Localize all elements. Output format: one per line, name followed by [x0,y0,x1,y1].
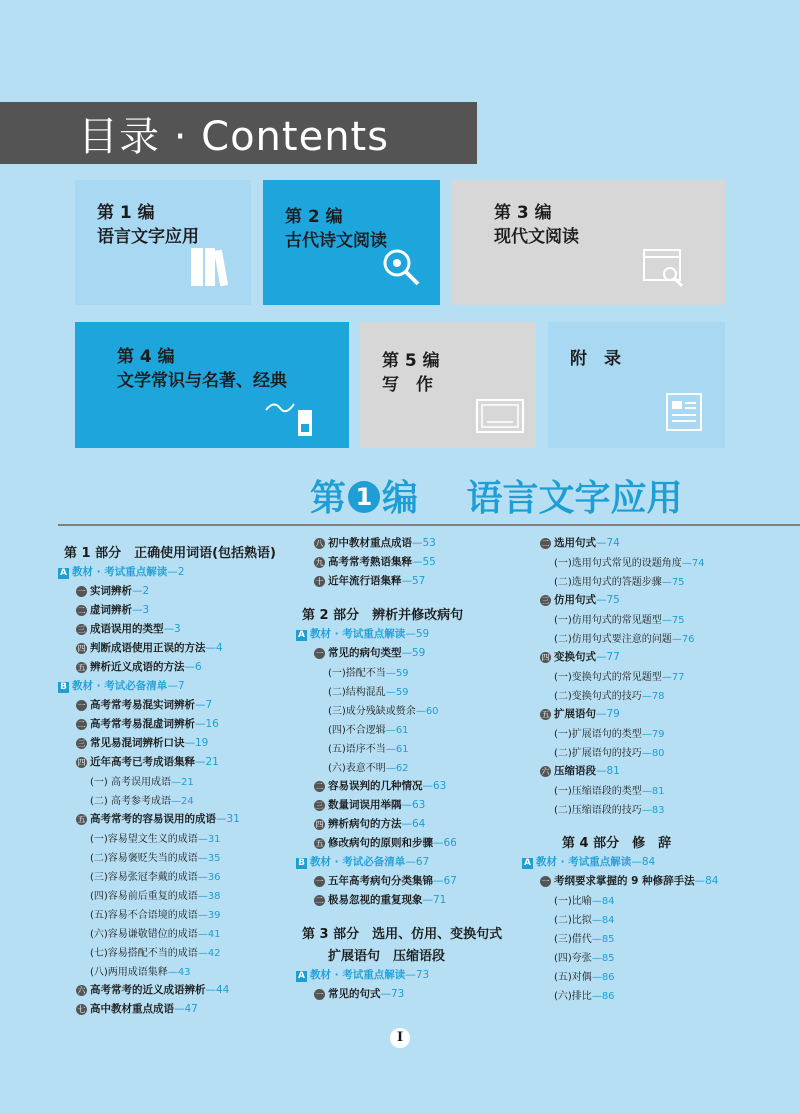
toc-subentry[interactable] [554,554,705,569]
page-ref: —75 [661,615,685,626]
section-tag: B [296,858,307,869]
toc-entry[interactable] [76,659,202,674]
page-ref: —63 [422,780,447,792]
number-bullet: 五 [77,815,86,824]
number-bullet: 五 [541,710,550,719]
page-ref: —67 [433,875,457,887]
page-ref: —66 [433,837,457,849]
toc-subentry[interactable] [328,683,409,698]
page-ref: —76 [671,634,695,645]
toc-subentry[interactable] [90,944,221,959]
browser-search-icon [642,248,688,290]
toc-subentry[interactable] [90,773,194,788]
number-bullet: 三 [77,739,86,748]
entry-label: (五)对偶 [554,972,592,983]
page-ref: —83 [641,805,665,816]
number-bullet: 四 [541,653,550,662]
page-ref: —62 [385,763,409,774]
picture-frame-icon [475,398,525,434]
entry-label: 教材 · 考试必备清单 [72,680,168,692]
page-ref: —41 [197,929,221,940]
entry-label: 教材 · 考试必备清单 [310,856,406,868]
entry-label: (五)容易不合语境的成语 [90,910,198,921]
tile-part-2[interactable] [263,180,440,305]
toc-subentry[interactable] [554,968,615,983]
page-ref: —63 [401,799,426,811]
toc-subentry[interactable] [554,987,615,1002]
tile-number: 第 5 编 [382,351,440,371]
tile-name: 写 作 [382,375,433,395]
toc-entry[interactable] [76,583,149,598]
entry-label: (六)容易谦敬错位的成语 [90,929,198,940]
toc-entry[interactable] [314,873,457,888]
number-bullet: 五 [315,839,324,848]
tile-appendix[interactable] [548,322,725,448]
subsection-heading[interactable] [58,564,185,579]
toc-entry[interactable] [540,592,620,607]
page-ref: —81 [641,786,665,797]
entry-label: (一)压缩语段的类型 [554,786,642,797]
entry-label: 高考常考的近义成语辨析 [90,984,206,996]
section-tag: A [296,971,307,982]
number-bullet: 五 [77,663,86,672]
page-ref: —67 [405,856,430,868]
tile-name: 现代文阅读 [494,227,579,247]
page-ref: —64 [401,818,426,830]
entry-label: 教材 · 考试重点解读 [536,856,632,868]
page-ref: —71 [422,894,447,906]
page-ref: —53 [412,537,436,549]
page-ref: —84 [591,896,615,907]
toc-entry[interactable] [76,621,181,636]
tile-name: 语言文字应用 [97,227,199,247]
page-ref: —60 [415,706,439,717]
toc-subentry[interactable] [554,930,615,945]
page-ref: —6 [184,661,202,673]
page-ref: —16 [195,718,219,730]
entry-label: (四)容易前后重复的成语 [90,891,198,902]
page-ref: —85 [591,953,615,964]
page-ref: —79 [596,708,620,720]
toc-subentry[interactable] [328,702,439,717]
toc-subentry[interactable] [328,664,409,679]
toc-subentry[interactable] [90,868,221,883]
page-ref: —57 [401,575,426,587]
page-ref: —75 [596,594,620,606]
entry-label: (一)选用句式常见的设题角度 [554,558,682,569]
entry-label: (六)排比 [554,991,592,1002]
toc-subentry[interactable] [328,721,409,736]
page-ref: —78 [641,691,665,702]
page-title: 目录 · Contents [78,113,390,160]
page-ref: —77 [596,651,620,663]
page-ref: —77 [661,672,685,683]
section-tag: A [296,630,307,641]
toc-subentry[interactable] [554,801,665,816]
number-bullet: 十 [315,577,324,586]
tile-number: 第 4 编 [117,347,175,367]
entry-label: 高考常考易混实词辨析 [90,699,195,711]
part-banner [310,470,683,521]
number-bullet: 二 [77,720,86,729]
toc-entry[interactable] [314,797,425,812]
toc-entry[interactable] [314,573,425,588]
toc-entry[interactable] [314,554,436,569]
section-heading: 第 1 部分 正确使用词语(包括熟语) [64,546,276,561]
number-bullet: 二 [315,782,324,791]
toc-entry[interactable] [76,640,223,655]
page-ref: —84 [631,856,656,868]
toc-entry[interactable] [76,982,229,997]
page-ref: —31 [216,813,240,825]
tile-name: 古代诗文阅读 [285,231,387,251]
number-bullet: 三 [315,801,324,810]
section-tag: A [522,858,533,869]
number-bullet: 八 [315,539,324,548]
entry-label: 初中教材重点成语 [328,537,412,549]
entry-label: 仿用句式 [554,594,596,606]
page-ref: —2 [132,585,150,597]
tile-number: 第 1 编 [97,203,155,223]
toc-subentry[interactable] [90,925,221,940]
page-ref: —39 [197,910,221,921]
toc-entry[interactable] [76,602,149,617]
entry-label: 教材 · 考试重点解读 [310,969,406,981]
entry-label: 选用句式 [554,537,596,549]
entry-label: 常见的病句类型 [328,647,402,659]
toc-entry[interactable] [540,535,620,550]
tile-number: 第 3 编 [494,203,552,223]
toc-entry[interactable] [76,754,219,769]
page-ref: —84 [694,875,719,887]
entry-label: 教材 · 考试重点解读 [310,628,406,640]
toc-entry[interactable] [76,697,212,712]
entry-label: 极易忽视的重复现象 [328,894,423,906]
entry-label: (二)结构混乱 [328,687,386,698]
section-heading: 扩展语句 压缩语段 [328,949,446,964]
page-number: I [390,1028,410,1048]
entry-label: 五年高考病句分类集锦 [328,875,433,887]
page-ref: —36 [197,872,221,883]
books-icon [185,240,235,290]
toc-subentry[interactable] [554,668,685,683]
entry-label: (二)仿用句式要注意的问题 [554,634,672,645]
toc-subentry[interactable] [90,830,221,845]
entry-label: (一)仿用句式的常见题型 [554,615,662,626]
subsection-heading[interactable] [296,967,429,982]
entry-label: 高考常考易混虚词辨析 [90,718,195,730]
page-ref: —44 [205,984,230,996]
tile-number: 附 录 [570,349,621,369]
page-ref: —59 [405,628,430,640]
toc-entry[interactable] [314,645,425,660]
entry-label: 常见易混词辨析口诀 [90,737,185,749]
number-bullet: 三 [541,596,550,605]
toc-subentry[interactable] [554,782,665,797]
number-bullet: 六 [541,767,550,776]
page-ref: —86 [591,972,615,983]
section-heading: 第 4 部分 修 辞 [562,836,672,851]
page-ref: —21 [170,777,194,788]
entry-label: (一)搭配不当 [328,668,386,679]
page-ref: —35 [197,853,221,864]
page-ref: —42 [197,948,221,959]
subsection-heading[interactable] [296,626,429,641]
page-ref: —80 [641,748,665,759]
section-heading: 第 2 部分 辨析并修改病句 [302,608,464,623]
page-ref: —85 [591,934,615,945]
toc-entry[interactable] [314,535,436,550]
number-bullet: 一 [77,587,86,596]
entry-label: (一)比喻 [554,896,592,907]
page-ref: —59 [385,687,409,698]
toc-subentry[interactable] [328,740,409,755]
mp3-player-icon [260,390,320,440]
section-heading: 第 3 部分 选用、仿用、变换句式 [302,927,503,942]
toc-entry[interactable] [540,873,719,888]
page-ref: —31 [197,834,221,845]
toc-entry[interactable] [314,816,425,831]
page-ref: —81 [596,765,620,777]
toc-subentry[interactable] [554,892,615,907]
number-bullet: 四 [77,644,86,653]
entry-label: 常见的句式 [328,988,381,1000]
number-bullet: 一 [315,877,324,886]
entry-label: (二) 高考参考成语 [90,796,171,807]
toc-entry[interactable] [540,649,620,664]
toc-subentry[interactable] [554,630,695,645]
entry-label: 数量词误用举隅 [328,799,402,811]
document-icon [663,390,707,434]
subsection-heading[interactable] [296,854,429,869]
toc-subentry[interactable] [554,744,665,759]
page-ref: —43 [167,967,191,978]
tile-part-4[interactable] [75,322,349,448]
entry-label: (四)夸张 [554,953,592,964]
page-ref: —59 [401,647,426,659]
entry-label: 修改病句的原则和步骤 [328,837,433,849]
section-tag: A [58,568,69,579]
entry-label: 教材 · 考试重点解读 [72,566,168,578]
toc-subentry[interactable] [554,725,665,740]
section-tag: B [58,682,69,693]
page-ref: —4 [205,642,223,654]
tile-part-3[interactable] [452,180,725,305]
entry-label: 辨析病句的方法 [328,818,402,830]
toc-entry[interactable] [540,706,620,721]
page-ref: —3 [163,623,181,635]
page-ref: —38 [197,891,221,902]
banner-prefix: 第 [310,478,347,519]
page-ref: —75 [661,577,685,588]
page-ref: —55 [412,556,436,568]
toc-subentry[interactable] [90,963,191,978]
banner-title: 编 语言文字应用 [382,478,683,519]
page-ref: —7 [195,699,213,711]
page-ref: —73 [380,988,405,1000]
number-bullet: 七 [77,1005,86,1014]
number-bullet: 一 [315,990,324,999]
page-ref: —61 [385,744,409,755]
toc-entry[interactable] [76,735,208,750]
subsection-heading[interactable] [522,854,655,869]
toc-entry[interactable] [314,835,457,850]
entry-label: 压缩语段 [554,765,596,777]
page-ref: —21 [195,756,219,768]
toc-subentry[interactable] [90,849,221,864]
entry-label: (二)容易褒贬失当的成语 [90,853,198,864]
toc-subentry[interactable] [554,611,685,626]
subsection-heading[interactable] [58,678,185,693]
toc-subentry[interactable] [554,573,685,588]
entry-label: (八)两用成语集释 [90,967,168,978]
entry-label: (六)表意不明 [328,763,386,774]
entry-label: 近年流行语集释 [328,575,402,587]
toc-subentry[interactable] [328,759,409,774]
page-ref: —61 [385,725,409,736]
entry-label: 近年高考已考成语集释 [90,756,195,768]
number-bullet: 四 [315,820,324,829]
toc-subentry[interactable] [90,887,221,902]
tile-number: 第 2 编 [285,207,343,227]
entry-label: 高考常考的容易误用的成语 [90,813,216,825]
entry-label: 高考常考熟语集释 [328,556,412,568]
entry-label: (一)变换句式的常见题型 [554,672,662,683]
entry-label: 辨析近义成语的方法 [90,661,185,673]
title-bar [0,102,477,164]
magnifier-icon [380,246,422,288]
tile-part-1[interactable] [75,180,251,305]
entry-label: (一)容易望文生义的成语 [90,834,198,845]
number-bullet: 一 [315,649,324,658]
entry-label: (三)借代 [554,934,592,945]
entry-label: 变换句式 [554,651,596,663]
page-ref: —2 [167,566,185,578]
toc-entry[interactable] [76,1001,198,1016]
entry-label: (二)变换句式的技巧 [554,691,642,702]
banner-number: 1 [348,481,380,513]
toc-subentry[interactable] [90,792,194,807]
entry-label: (五)语序不当 [328,744,386,755]
number-bullet: 二 [541,539,550,548]
number-bullet: 一 [541,877,550,886]
page-ref: —3 [132,604,150,616]
toc-subentry[interactable] [90,906,221,921]
entry-label: (一) 高考误用成语 [90,777,171,788]
toc-entry[interactable] [76,716,219,731]
page-ref: —7 [167,680,185,692]
toc-entry[interactable] [314,892,446,907]
tile-name: 文学常识与名著、经典 [117,371,287,391]
tile-part-5[interactable] [360,322,536,448]
number-bullet: 二 [77,606,86,615]
entry-label: (二)扩展语句的技巧 [554,748,642,759]
number-bullet: 四 [77,758,86,767]
toc-subentry[interactable] [554,687,665,702]
entry-label: 高中教材重点成语 [90,1003,174,1015]
entry-label: 实词辨析 [90,585,132,597]
divider [58,524,800,526]
entry-label: (三)容易张冠李戴的成语 [90,872,198,883]
page-ref: —84 [591,915,615,926]
toc-entry[interactable] [540,763,620,778]
page-ref: —24 [170,796,194,807]
toc-subentry[interactable] [554,911,615,926]
page-ref: —19 [184,737,209,749]
entry-label: 虚词辨析 [90,604,132,616]
entry-label: (一)扩展语句的类型 [554,729,642,740]
number-bullet: 九 [315,558,324,567]
entry-label: (七)容易搭配不当的成语 [90,948,198,959]
number-bullet: 一 [77,701,86,710]
toc-entry[interactable] [314,778,446,793]
entry-label: 容易误判的几种情况 [328,780,423,792]
entry-label: 扩展语句 [554,708,596,720]
entry-label: (二)比拟 [554,915,592,926]
number-bullet: 六 [77,986,86,995]
page-ref: —74 [596,537,620,549]
entry-label: (四)不合逻辑 [328,725,386,736]
entry-label: (二)选用句式的答题步骤 [554,577,662,588]
number-bullet: 二 [315,896,324,905]
entry-label: 判断成语使用正误的方法 [90,642,206,654]
entry-label: (二)压缩语段的技巧 [554,805,642,816]
page-ref: —79 [641,729,665,740]
entry-label: (三)成分残缺或赘余 [328,706,416,717]
page-ref: —47 [174,1003,198,1015]
page-ref: —73 [405,969,430,981]
entry-label: 考纲要求掌握的 9 种修辞手法 [554,875,695,887]
toc-entry[interactable] [76,811,240,826]
entry-label: 成语误用的类型 [90,623,164,635]
page-ref: —86 [591,991,615,1002]
page-ref: —74 [681,558,705,569]
toc-subentry[interactable] [554,949,615,964]
toc-entry[interactable] [314,986,404,1001]
number-bullet: 三 [77,625,86,634]
page-ref: —59 [385,668,409,679]
